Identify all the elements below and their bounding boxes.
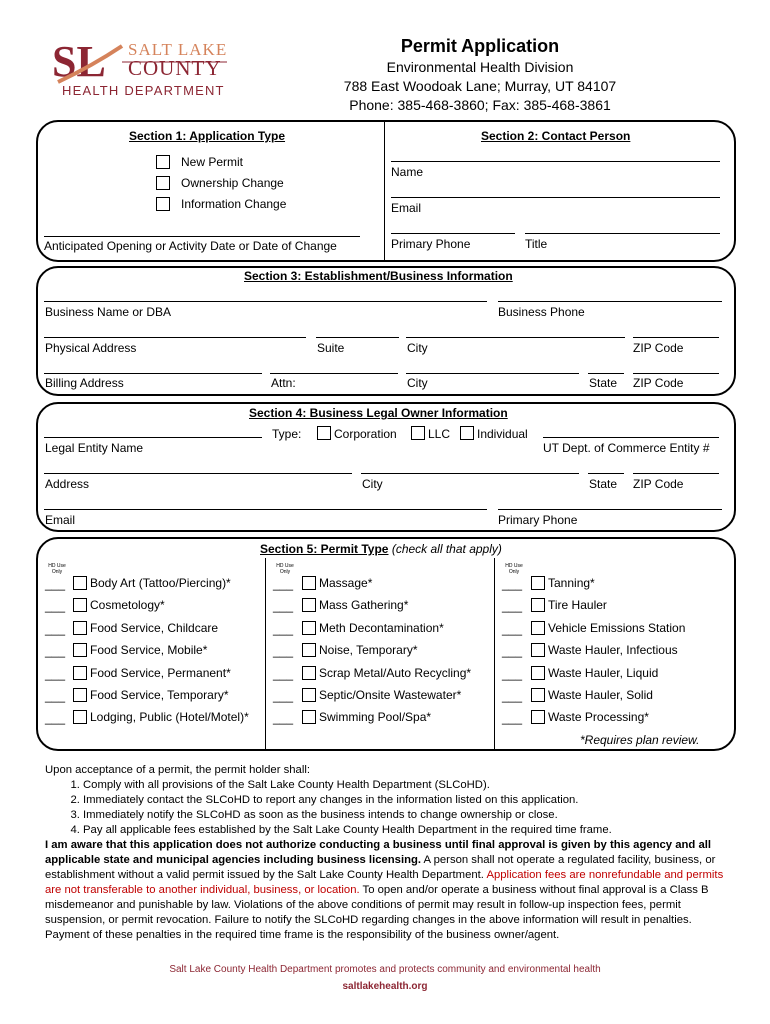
section-3-box	[36, 266, 736, 396]
permit-type-checkbox[interactable]	[73, 598, 87, 612]
page-title: Permit Application	[400, 36, 560, 56]
physical-zip-field[interactable]	[633, 337, 719, 338]
physical-city-field[interactable]	[406, 337, 625, 338]
condition-item: 3. Immediately notify the SLCoHD as soon as the business intends to change ownership or close.	[83, 808, 725, 823]
condition-item: 2. Immediately contact the SLCoHD to report any changes in the information listed on this application.	[83, 793, 725, 808]
date-label: Anticipated Opening or Activity Date or Date of Change	[44, 239, 337, 253]
billing-zip-label: ZIP Code	[633, 376, 684, 390]
acknowledgement-text-2: To open and/or operate a business without final approval is a Class B misdemeanor and punishable by law. Violations of the above conditions of permit may result in follow-up inspection fees, permit suspension, or permit revocation. Failure to notify the SLCoHD regarding changes in the above information will result in penalties. Payment of these penalties in the required time frame is the responsibility of the business owner/agent.	[45, 884, 709, 941]
permit-type-checkbox[interactable]	[531, 643, 545, 657]
permit-type-label: Waste Hauler, Solid	[548, 688, 653, 702]
hd-use-label-2: HD Use Only	[276, 563, 294, 575]
logo-health-department: HEALTH DEPARTMENT	[62, 83, 225, 98]
owner-city-field[interactable]	[361, 473, 579, 474]
suite-label: Suite	[317, 341, 345, 355]
llc-checkbox[interactable]	[411, 426, 425, 440]
column-divider-1	[265, 558, 266, 750]
permit-type-checkbox[interactable]	[302, 643, 316, 657]
section-4-box	[36, 402, 736, 532]
footer-url[interactable]: saltlakehealth.org	[342, 981, 428, 992]
permit-type-checkbox[interactable]	[73, 576, 87, 590]
owner-type-label: Type:	[272, 427, 302, 441]
logo-salt-lake: SALT LAKE	[128, 40, 228, 59]
legal-entity-label: Legal Entity Name	[45, 441, 144, 455]
hd-use-blank[interactable]: ___	[45, 599, 66, 614]
information-change-checkbox[interactable]	[156, 197, 170, 211]
individual-label: Individual	[477, 427, 528, 441]
plan-review-note: *Requires plan review.	[580, 733, 700, 747]
contact-phone-label: Primary Phone	[391, 237, 471, 251]
business-name-field[interactable]	[44, 301, 487, 302]
billing-city-field[interactable]	[406, 373, 579, 374]
billing-address-label: Billing Address	[45, 376, 124, 390]
logo-county: COUNTY	[128, 56, 222, 80]
physical-address-field[interactable]	[44, 337, 306, 338]
permit-type-checkbox[interactable]	[531, 688, 545, 702]
acknowledgement-red: Application fees are nonrefundable and permits are not transferable to another individual, business, or location.	[45, 869, 724, 896]
condition-item: 1. Comply with all provisions of the Salt Lake County Health Department (SLCoHD).	[83, 778, 725, 793]
hd-use-blank[interactable]: ___	[45, 711, 66, 726]
hd-use-blank[interactable]: ___	[273, 689, 294, 703]
permit-type-label: Tanning*	[548, 576, 595, 590]
owner-zip-field[interactable]	[633, 473, 719, 474]
conditions-intro: Upon acceptance of a permit, the permit holder shall:	[45, 764, 310, 776]
entity-number-field[interactable]	[543, 437, 719, 438]
permit-type-checkbox[interactable]	[302, 576, 316, 590]
division-name: Environmental Health Division	[386, 59, 574, 75]
acknowledgement-paragraph	[45, 838, 725, 943]
physical-zip-label: ZIP Code	[633, 341, 684, 355]
permit-type-checkbox[interactable]	[73, 688, 87, 702]
permit-type-label: Cosmetology*	[90, 598, 165, 613]
permit-type-label: Food Service, Temporary*	[90, 688, 229, 702]
hd-use-blank[interactable]: ___	[502, 711, 523, 726]
permit-type-label: Food Service, Childcare	[90, 620, 219, 635]
permit-type-checkbox[interactable]	[302, 621, 316, 635]
permit-type-checkbox[interactable]	[531, 621, 545, 635]
billing-state-field[interactable]	[588, 373, 624, 374]
ownership-change-checkbox[interactable]	[156, 176, 170, 190]
hd-use-label-1: HD Use Only	[48, 563, 66, 575]
hd-use-blank[interactable]: ___	[502, 666, 523, 681]
permit-type-checkbox[interactable]	[531, 576, 545, 590]
owner-email-label: Email	[45, 513, 76, 527]
hd-use-blank[interactable]: ___	[273, 599, 294, 614]
owner-address-field[interactable]	[44, 473, 352, 474]
ownership-change-label: Ownership Change	[181, 176, 284, 190]
billing-zip-field[interactable]	[633, 373, 719, 374]
section-divider	[384, 121, 385, 261]
hd-use-blank[interactable]: ___	[45, 621, 66, 636]
footer-tagline: Salt Lake County Health Department promotes and protects community and environmental health	[169, 964, 601, 975]
section-1-title: Section 1: Application Type	[129, 129, 286, 143]
owner-phone-label: Primary Phone	[498, 513, 578, 527]
owner-state-field[interactable]	[588, 473, 624, 474]
permit-type-checkbox[interactable]	[302, 688, 316, 702]
column-divider-2	[494, 558, 495, 750]
permit-type-label: Noise, Temporary*	[319, 643, 418, 658]
section-3-title: Section 3: Establishment/Business Information	[244, 269, 513, 283]
section-5-subtitle: (check all that apply)	[391, 542, 502, 556]
permit-type-checkbox[interactable]	[73, 643, 87, 657]
hd-use-blank[interactable]: ___	[502, 689, 523, 703]
condition-item: 4. Pay all applicable fees established by the Salt Lake County Health Department in the required time frame.	[83, 823, 725, 838]
owner-zip-label: ZIP Code	[633, 477, 684, 491]
hd-use-blank[interactable]: ___	[45, 644, 66, 659]
date-field[interactable]	[44, 236, 360, 237]
attn-field[interactable]	[270, 373, 398, 374]
permit-type-checkbox[interactable]	[531, 666, 545, 680]
entity-number-label: UT Dept. of Commerce Entity #	[543, 441, 710, 455]
permit-type-checkbox[interactable]	[302, 666, 316, 680]
section-5-title: Section 5: Permit Type	[260, 542, 389, 556]
hd-use-blank[interactable]: ___	[45, 689, 66, 703]
hd-use-blank[interactable]: ___	[45, 666, 66, 681]
hd-use-blank[interactable]: ___	[502, 644, 523, 659]
contact-name-field[interactable]	[391, 161, 720, 162]
corporation-checkbox[interactable]	[317, 426, 331, 440]
permit-type-checkbox[interactable]	[73, 621, 87, 635]
permit-type-checkbox[interactable]	[302, 710, 316, 724]
owner-email-field[interactable]	[44, 509, 487, 510]
contact-email-field[interactable]	[391, 197, 720, 198]
individual-checkbox[interactable]	[460, 426, 474, 440]
division-address: 788 East Woodoak Lane; Murray, UT 84107	[343, 78, 617, 94]
permit-conditions	[45, 763, 725, 943]
business-phone-label: Business Phone	[498, 305, 585, 319]
hd-use-blank[interactable]: ___	[273, 577, 294, 591]
corporation-label: Corporation	[334, 427, 397, 441]
svg-text:SL: SL	[52, 37, 106, 86]
permit-type-label: Waste Processing*	[548, 710, 649, 725]
billing-city-label: City	[407, 376, 428, 390]
attn-label: Attn:	[271, 376, 296, 390]
permit-type-label: Septic/Onsite Wastewater*	[319, 688, 462, 702]
hd-use-blank[interactable]: ___	[273, 666, 294, 681]
permit-type-label: Swimming Pool/Spa*	[319, 710, 432, 725]
hd-use-blank[interactable]: ___	[273, 644, 294, 659]
contact-name-label: Name	[391, 165, 424, 179]
permit-type-label: Massage*	[319, 576, 373, 590]
conditions-list	[45, 778, 725, 838]
hd-use-blank[interactable]: ___	[273, 621, 294, 636]
division-phone: Phone: 385-468-3860; Fax: 385-468-3861	[349, 97, 611, 113]
hd-use-blank[interactable]: ___	[273, 711, 294, 726]
permit-type-checkbox[interactable]	[302, 598, 316, 612]
permit-type-label: Body Art (Tattoo/Piercing)*	[90, 576, 231, 590]
suite-field[interactable]	[316, 337, 399, 338]
new-permit-checkbox[interactable]	[156, 155, 170, 169]
billing-address-field[interactable]	[44, 373, 262, 374]
hd-use-blank[interactable]: ___	[502, 577, 523, 591]
permit-type-label: Scrap Metal/Auto Recycling*	[319, 665, 472, 680]
permit-type-label: Food Service, Mobile*	[90, 643, 208, 658]
owner-address-label: Address	[45, 477, 90, 491]
county-logo	[52, 36, 237, 102]
owner-state-label: State	[589, 477, 618, 491]
hd-use-blank[interactable]: ___	[502, 621, 523, 636]
contact-title-label: Title	[525, 237, 548, 251]
physical-address-label: Physical Address	[45, 341, 137, 355]
permit-type-label: Mass Gathering*	[319, 598, 409, 613]
business-phone-field[interactable]	[498, 301, 722, 302]
new-permit-label: New Permit	[181, 155, 244, 169]
hd-use-blank[interactable]: ___	[45, 577, 66, 591]
permit-type-label: Waste Hauler, Infectious	[548, 643, 678, 658]
permit-type-checkbox[interactable]	[73, 710, 87, 724]
legal-entity-field[interactable]	[44, 437, 262, 438]
permit-type-checkbox[interactable]	[73, 666, 87, 680]
owner-phone-field[interactable]	[498, 509, 722, 510]
section-4-title: Section 4: Business Legal Owner Information	[249, 406, 508, 420]
billing-state-label: State	[589, 376, 618, 390]
contact-phone-field[interactable]	[391, 233, 515, 234]
permit-type-checkbox[interactable]	[531, 598, 545, 612]
contact-email-label: Email	[391, 201, 422, 215]
permit-type-label: Meth Decontamination*	[319, 620, 444, 635]
permit-type-checkbox[interactable]	[531, 710, 545, 724]
acknowledgement-text-1: A person shall not operate a regulated facility, business, or establishment without a valid permit issued by the Salt Lake County Health Department.	[45, 854, 716, 881]
information-change-label: Information Change	[181, 197, 287, 211]
hd-use-label-3: HD Use Only	[505, 563, 523, 575]
physical-city-label: City	[407, 341, 428, 355]
llc-label: LLC	[428, 427, 451, 441]
hd-use-blank[interactable]: ___	[502, 599, 523, 614]
permit-type-label: Food Service, Permanent*	[90, 665, 231, 680]
permit-type-label: Vehicle Emissions Station	[548, 620, 686, 635]
contact-title-field[interactable]	[525, 233, 720, 234]
acknowledgement-bold: I am aware that this application does not authorize conducting a business until final approval is given by this agency and all applicable state and municipal agencies including business licensing.	[45, 839, 712, 866]
permit-type-label: Waste Hauler, Liquid	[548, 665, 659, 680]
permit-type-label: Tire Hauler	[548, 598, 607, 613]
section-2-title: Section 2: Contact Person	[481, 129, 631, 143]
section-5-heading	[260, 542, 502, 556]
business-name-label: Business Name or DBA	[45, 305, 172, 319]
owner-city-label: City	[362, 477, 383, 491]
permit-type-label: Lodging, Public (Hotel/Motel)*	[90, 710, 249, 725]
